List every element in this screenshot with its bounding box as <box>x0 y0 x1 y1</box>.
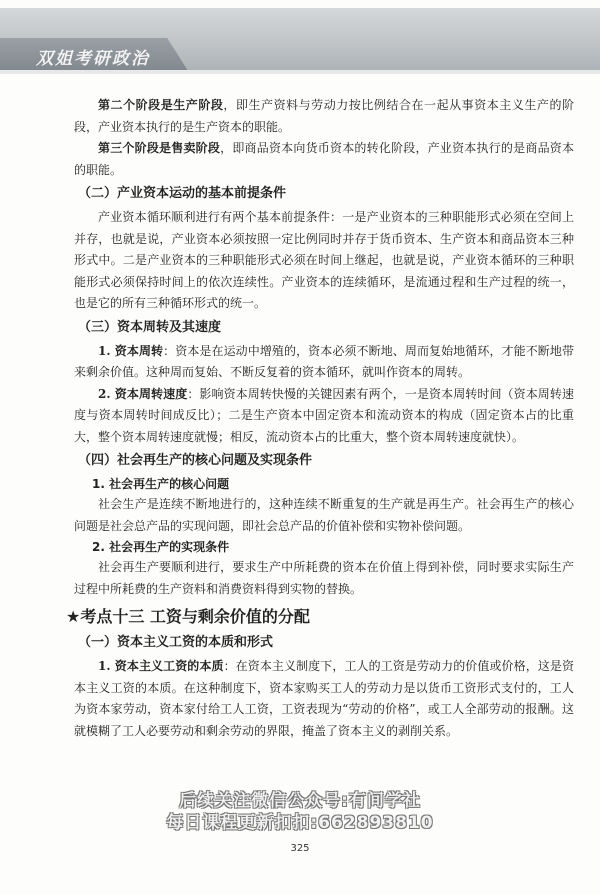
paragraph-selling-stage <box>74 138 574 181</box>
section-2-body: 产业资本循环顺利进行有两个基本前提条件：一是产业资本的三种职能形式必须在空间上并存，也就是说，产业资本必须按照一定比例同时并存于货币资本、生产资本和商品资本三种形式中。二是产业资本的三种职能形式必须在时间上继起，也就是说，产业资本循环的三种职能形式必须保持时间上的依次连续性。产业资本的连续循环，是流通过程和生产过程的统一，也是它的所有三种循环形式的统一。 <box>74 210 574 310</box>
point-13-heading: ★考点十三 工资与剩余价值的分配 <box>66 607 310 626</box>
paragraph-lead: 第三个阶段是售卖阶段 <box>98 141 221 155</box>
paragraph-text: ，即商品资本向货币资本的转化阶段，产业资本执行的是商品资本的职能。 <box>74 141 574 177</box>
section-3-heading: （三）资本周转及其速度 <box>78 319 222 335</box>
item-lead: 1. 资本周转 <box>98 343 164 358</box>
paragraph-lead: 第二个阶段是生产阶段 <box>98 98 224 112</box>
watermark <box>0 790 600 834</box>
page-number: 325 <box>290 843 310 854</box>
item-text: ：资本是在运动中增殖的，资本必须不断地、周而复始地循环，才能不断地带来剩余价值。这种周而复始、不断反复着的资本循环，就叫作资本的周转。 <box>74 343 574 379</box>
point-13-sub-heading: （一）资本主义工资的本质和形式 <box>78 635 274 650</box>
watermark-line-2: 每日课程更新扣扣:662893810 <box>166 813 434 833</box>
item-lead: 2. 资本周转速度 <box>98 386 188 401</box>
item-text: ：在资本主义制度下，工人的工资是劳动力的价值或价格，这是资本主义工资的本质。在这种制度下，资本家购买工人的劳动力是以货币工资形式支付的，工人为资本家劳动，资本家付给工人工资，工资表现为“劳动的价格”，或工人全部劳动的报酬。这就模糊了工人必要劳动和剩余劳动的界限，掩盖了资本主义的剥削关系。 <box>74 659 574 738</box>
item-lead: 1. 资本主义工资的本质 <box>98 659 224 673</box>
paragraph-text: ，即生产资料与劳动力按比例结合在一起从事资本主义生产的阶段，产业资本执行的是生产资本的职能。 <box>74 98 574 134</box>
section-4-sub-1-text: 社会生产是连续不断地进行的，这种连续不断重复的生产就是再生产。社会再生产的核心问题是社会总产品的实现问题，即社会总产品的价值补偿和实物补偿问题。 <box>74 497 574 533</box>
header-band <box>0 8 600 70</box>
section-4-heading: （四）社会再生产的核心问题及实现条件 <box>78 453 313 468</box>
section-4-sub-2: 2. 社会再生产的实现条件 <box>92 540 230 554</box>
section-4-sub-2-text: 社会再生产要顺利进行，要求生产中所耗费的资本在价值上得到补偿，同时要求实际生产过程中所耗费的生产资料和消费资料得到实物的替换。 <box>74 560 574 596</box>
paragraph-production-stage <box>74 95 574 138</box>
section-2-heading: （二）产业资本运动的基本前提条件 <box>78 186 287 201</box>
item-text: ：影响资本周转快慢的关键因素有两个，一是资本周转时间（资本周转速度与资本周转时间成反比）；二是生产资本中固定资本和流动资本的构成（固定资本占的比重大，整个资本周转速度就慢；相反，流动资本占的比重大，整个资本周转速度就快）。 <box>74 386 574 444</box>
watermark-line-1: 后续关注微信公众号:有间学社 <box>179 791 421 811</box>
page-content <box>66 95 574 742</box>
section-3-item-1 <box>74 341 574 384</box>
section-3-item-2 <box>74 384 574 449</box>
header-stripe <box>0 70 600 74</box>
point-13-item-1 <box>74 656 574 742</box>
section-4-sub-1: 1. 社会再生产的核心问题 <box>92 477 230 491</box>
header-title: 双姐考研政治 <box>36 49 150 69</box>
